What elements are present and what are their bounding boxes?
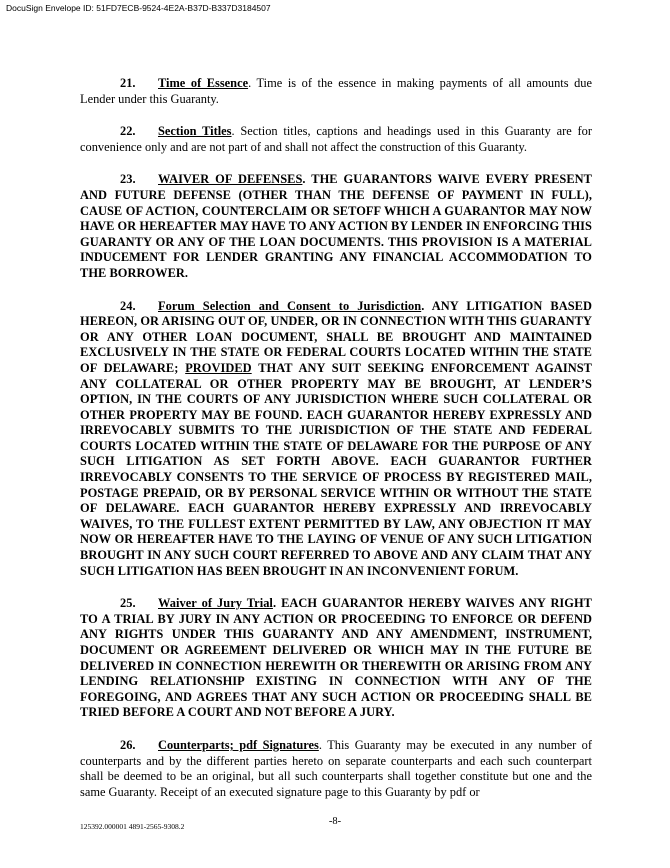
section-26 — [80, 738, 592, 800]
section-title: Counterparts; pdf Signatures — [158, 737, 319, 752]
document-body — [80, 76, 592, 817]
section-number: 25. — [120, 596, 136, 611]
section-title: Section Titles — [158, 124, 232, 139]
section-body-part-a: . ANY LITIGATION BASED HEREON, OR ARISING OUT OF, UNDER, OR IN CONNECTION WITH THIS GUARANTY OR ANY OTHER LOAN DOCUMENT, SHALL BE BROUGHT AND MAINTAINED EXCLUSIVELY IN THE STATE OR FEDERAL COURTS LOCATED WITHIN THE STATE OF DELAWARE; — [80, 298, 592, 375]
section-title: WAIVER OF DEFENSES — [158, 172, 303, 187]
section-title: Waiver of Jury Trial — [158, 596, 273, 611]
section-body-part-b: THAT ANY SUIT SEEKING ENFORCEMENT AGAINST ANY COLLATERAL OR OTHER PROPERTY MAY BE BROUGHT, AT LENDER’S OPTION, IN THE COURTS OF ANY JURISDICTION WHERE SUCH COLLATERAL OR OTHER PROPERTY MAY BE FOUND. EACH GUARANTOR HEREBY EXPRESSLY AND IRREVOCABLY SUBMITS TO THE JURISDICTION OF THE STATE AND FEDERAL COURTS LOCATED WITHIN THE STATE OF DELAWARE FOR THE PURPOSE OF ANY SUCH LITIGATION AS SET FORTH ABOVE. EACH GUARANTOR FURTHER IRREVOCABLY CONSENTS TO THE SERVICE OF PROCESS BY REGISTERED MAIL, POSTAGE PREPAID, OR BY PERSONAL SERVICE WITHIN OR WITHOUT THE STATE OF DELAWARE. EACH GUARANTOR HEREBY EXPRESSLY AND IRREVOCABLY WAIVES, TO THE FULLEST EXTENT PERMITTED BY LAW, ANY OBJECTION IT MAY NOW OR HEREAFTER HAVE TO THE LAYING OF VENUE OF ANY SUCH LITIGATION BROUGHT IN ANY SUCH COURT REFERRED TO ABOVE AND ANY CLAIM THAT ANY SUCH LITIGATION HAS BEEN BROUGHT IN AN INCONVENIENT FORUM. — [80, 360, 592, 578]
section-body: . THE GUARANTORS WAIVE EVERY PRESENT AND FUTURE DEFENSE (OTHER THAN THE DEFENSE OF PAYMENT IN FULL), CAUSE OF ACTION, COUNTERCLAIM OR SETOFF WHICH A GUARANTOR MAY NOW HAVE OR HEREAFTER MAY HAVE TO ANY ACTION BY LENDER IN ENFORCING THIS GUARANTY OR ANY OF THE LOAN DOCUMENTS. THIS PROVISION IS A MATERIAL INDUCEMENT FOR LENDER GRANTING ANY FINANCIAL ACCOMMODATION TO THE BORROWER. — [80, 172, 592, 280]
page-number: -8- — [328, 816, 342, 827]
section-25 — [80, 596, 592, 721]
section-21 — [80, 76, 592, 107]
section-body: . Time is of the essence in making payments of all amounts due Lender under this Guaranty. — [80, 76, 592, 106]
section-number: 26. — [120, 737, 136, 752]
section-number: 23. — [120, 172, 136, 187]
footer-doc-reference: 125392.000001 4891-2565-9308.2 — [80, 822, 185, 831]
section-number: 21. — [120, 76, 136, 90]
section-22 — [80, 124, 592, 155]
section-body: . This Guaranty may be executed in any number of counterparts and by the different parties hereto on separate counterparts and each such counterpart shall be deemed to be an original, but all such counterparts shall together constitute but one and the same Guaranty. Receipt of an executed signature page to this Guaranty by pdf or — [80, 737, 593, 799]
section-body: . Section titles, captions and headings used in this Guaranty are for convenience only and are not part of and shall not affect the construction of this Guaranty. — [80, 124, 593, 154]
section-23 — [80, 172, 592, 281]
section-number: 22. — [120, 124, 136, 139]
section-number: 24. — [120, 298, 136, 313]
section-body: . EACH GUARANTOR HEREBY WAIVES ANY RIGHT TO A TRIAL BY JURY IN ANY ACTION OR PROCEEDING TO ENFORCE OR DEFEND ANY RIGHTS UNDER THIS GUARANTY AND ANY AMENDMENT, INSTRUMENT, DOCUMENT OR AGREEMENT DELIVERED OR WHICH MAY IN THE FUTURE BE DELIVERED IN CONNECTION HEREWITH OR THEREWITH OR ARISING FROM ANY LENDING RELATIONSHIP EXISTING IN CONNECTION WITH ANY OF THE FOREGOING, AND AGREES THAT ANY SUCH ACTION OR PROCEEDING SHALL BE TRIED BEFORE A COURT AND NOT BEFORE A JURY. — [80, 596, 592, 720]
section-24 — [80, 299, 592, 580]
docusign-envelope-id: DocuSign Envelope ID: 51FD7ECB-9524-4E2A-B37D-B337D3184507 — [6, 3, 271, 13]
provided-term: PROVIDED — [185, 360, 252, 375]
section-title: Forum Selection and Consent to Jurisdiction — [158, 298, 422, 313]
section-title: Time of Essence — [158, 76, 249, 90]
